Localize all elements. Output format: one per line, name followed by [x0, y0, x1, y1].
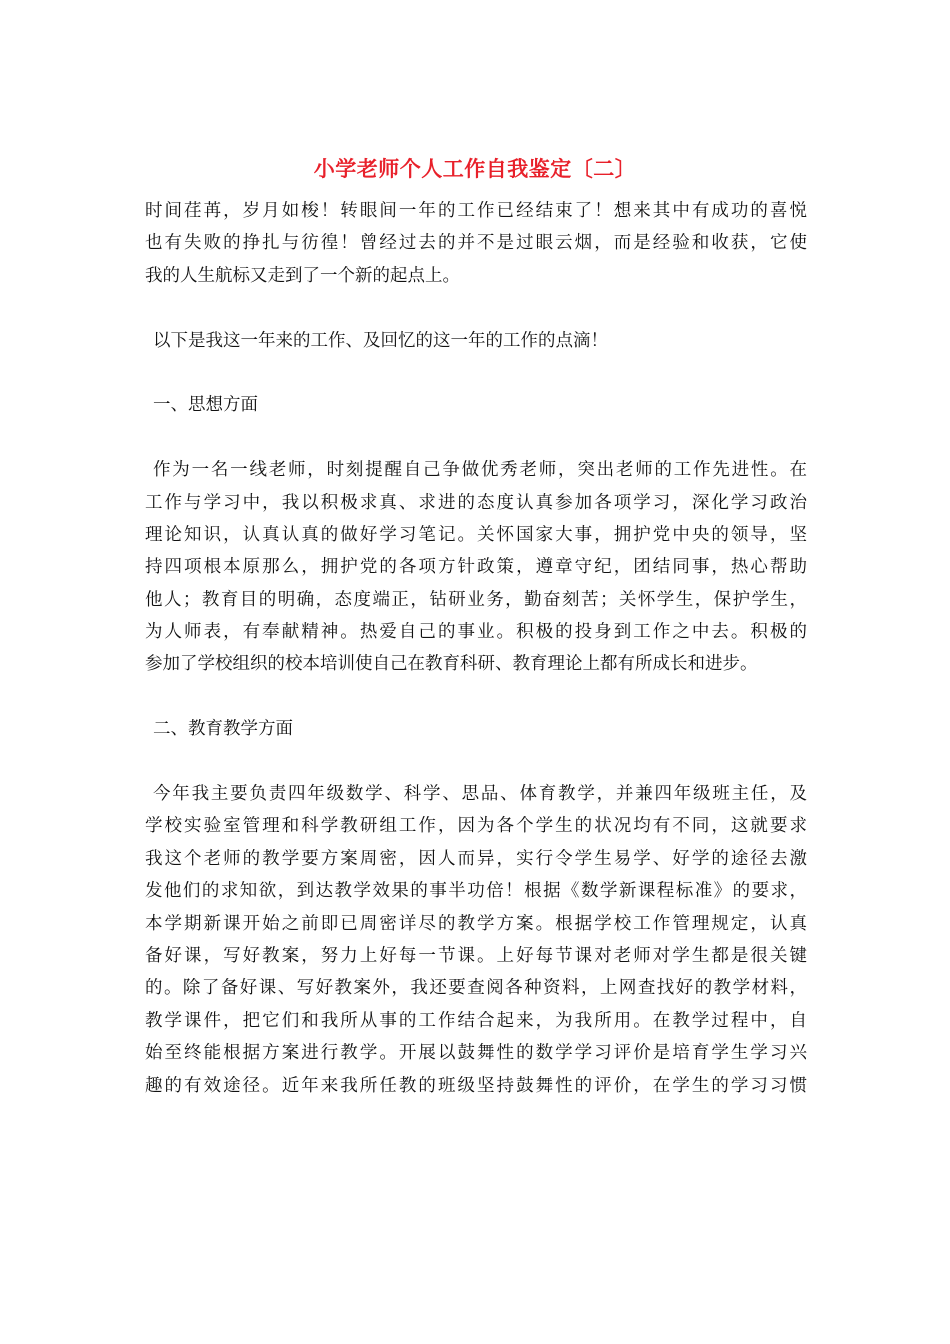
paragraph-gap — [145, 681, 807, 713]
text-line: 以下是我这一年来的工作、及回忆的这一年的工作的点滴！ — [153, 330, 608, 351]
text-line: 为人师表，有奉献精神。热爱自己的事业。积极的投身到工作之中去。积极的 — [145, 622, 807, 643]
text-line: 作为一名一线老师，时刻提醒自己争做优秀老师，突出老师的工作先进性。在 — [153, 460, 807, 481]
text-line: 参加了学校组织的校本培训使自己在教育科研、教育理论上都有所成长和进步。 — [145, 654, 758, 675]
section-heading: 一、思想方面 — [153, 395, 258, 416]
paragraph-intro — [145, 195, 807, 292]
paragraph-thought — [145, 454, 807, 681]
text-line: 我这个老师的教学要方案周密，因人而异，实行令学生易学、好学的途径去激 — [145, 848, 807, 869]
paragraph-teaching — [145, 778, 807, 1102]
text-line: 学校实验室管理和科学教研组工作，因为各个学生的状况均有不同，这就要求 — [145, 816, 807, 837]
text-line: 我的人生航标又走到了一个新的起点上。 — [145, 265, 460, 286]
document-body — [145, 195, 807, 1102]
section-heading-thought — [145, 389, 807, 421]
text-line: 始至终能根据方案进行教学。开展以鼓舞性的数学学习评价是培育学生学习兴 — [145, 1043, 807, 1064]
text-line: 理论知识，认真认真的做好学习笔记。关怀国家大事，拥护党中央的领导，坚 — [145, 524, 807, 545]
text-line: 的。除了备好课、写好教案外，我还要查阅各种资料，上网查找好的教学材料， — [145, 978, 807, 999]
paragraph-gap — [145, 357, 807, 389]
paragraph-gap — [145, 422, 807, 454]
text-line: 他人；教育目的明确，态度端正，钻研业务，勤奋刻苦；关怀学生，保护学生， — [145, 589, 807, 610]
text-line: 本学期新课开始之前即已周密详尽的教学方案。根据学校工作管理规定，认真 — [145, 913, 807, 934]
text-line: 教学课件，把它们和我所从事的工作结合起来，为我所用。在教学过程中，自 — [145, 1010, 807, 1031]
text-line: 今年我主要负责四年级数学、科学、思品、体育教学，并兼四年级班主任，及 — [153, 784, 807, 805]
text-line: 备好课，写好教案，努力上好每一节课。上好每节课对老师对学生都是很关键 — [145, 945, 807, 966]
paragraph-gap — [145, 292, 807, 324]
paragraph-gap — [145, 746, 807, 778]
text-line: 发他们的求知欲，到达教学效果的事半功倍！根据《数学新课程标准》的要求， — [145, 881, 807, 902]
text-line: 趣的有效途径。近年来我所任教的班级坚持鼓舞性的评价，在学生的学习习惯 — [145, 1075, 807, 1096]
document-title: 小学老师个人工作自我鉴定〔二〕 — [313, 156, 637, 181]
section-heading: 二、教育教学方面 — [153, 719, 293, 740]
text-line: 也有失败的挣扎与彷徨！曾经过去的并不是过眼云烟，而是经验和收获，它使 — [145, 233, 807, 254]
text-line: 工作与学习中，我以积极求真、求进的态度认真参加各项学习，深化学习政治 — [145, 492, 807, 513]
section-heading-teaching — [145, 713, 807, 745]
text-line: 时间荏苒，岁月如梭！转眼间一年的工作已经结束了！想来其中有成功的喜悦 — [145, 201, 807, 221]
paragraph-summary — [145, 325, 807, 357]
text-line: 持四项根本原那么，拥护党的各项方针政策，遵章守纪，团结同事，热心帮助 — [145, 557, 807, 578]
